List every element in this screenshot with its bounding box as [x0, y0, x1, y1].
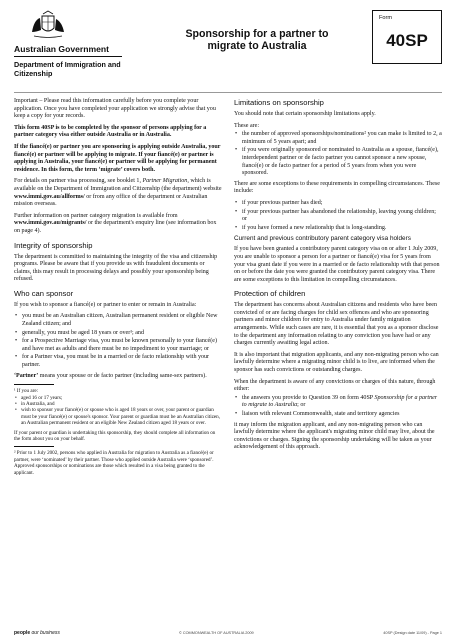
list-item: • aged 16 or 17 years;: [14, 395, 222, 401]
footnote-1-end: If your parent or guardian is undertaking this sponsorship, they should complete all information on the form about you on your behalf.: [14, 429, 216, 443]
form-header: [0, 0, 452, 90]
booklet-title: Partner Migration: [142, 178, 188, 185]
migrants-link[interactable]: www.immi.gov.au/migrants/: [14, 220, 87, 227]
limitations-heading: Limitations on sponsorship: [234, 98, 324, 107]
list-item: • liaison with relevant Commonwealth, state and territory agencies: [234, 411, 442, 419]
left-column: [14, 98, 222, 480]
integrity-text: The department is committed to maintaining the integrity of the visa and citizenship programs. Please be aware that if you provide us with fraudulent documents or claims, this may result in processing delays and possibly your sponsorship being refused.: [14, 253, 218, 283]
partner-definition: ‘Partner’ means your spouse or de facto partner (including same-sex partners).: [14, 372, 207, 379]
page-footer: [14, 628, 442, 638]
list-item: • generally, you must be aged 18 years or over¹; and: [14, 330, 222, 338]
protection-of-children-heading: Protection of children: [234, 289, 306, 299]
children-paragraph-4: it may inform the migration applicant, and any non-migrating person who can lawfully determine where the applicant's migrating minor child may live, about the convictions or charges. Signing the sponsorship undertaking will be taken as your acknowledgement of this approach.: [234, 421, 435, 451]
list-item: • if you were originally sponsored or nominated to Australia as a spouse, fiancé(e), interdependent partner or de facto partner you cannot sponsor a new spouse, fiancé(e) or de facto partner for a period of 5 years from when you were sponsored.: [234, 147, 442, 177]
form-purpose: This form 40SP is to be completed by the sponsor of persons applying for a partner category visa either outside Australia or in Australia.: [14, 124, 207, 139]
list-item: • the number of approved sponsorships/nominations² you can make is limited to 2, a minimum of 5 years apart; and: [234, 131, 442, 146]
list-item: • if your previous partner has died;: [234, 200, 442, 208]
coat-of-arms-icon: [28, 10, 68, 40]
exceptions-list: [234, 200, 442, 232]
copyright-notice: © COMMONWEALTH OF AUSTRALIA 2009: [179, 631, 254, 635]
children-paragraph-3: When the department is aware of any convictions or charges of this nature, through either:: [234, 378, 436, 393]
limitations-intro: You should note that certain sponsorship limitations apply.: [234, 111, 376, 117]
document-title: Sponsorship for a partner to migrate to Australia: [185, 28, 329, 52]
list-item: • if your previous partner has abandoned the relationship, leaving young children; or: [234, 209, 442, 224]
header-divider: [14, 56, 122, 57]
form-label: Form: [379, 15, 393, 21]
children-paragraph-2: It is also important that migration applicants, and any non-migrating person who can lawfully determine where a migrating minor child is to live, are informed when the sponsor has such convictions or outstanding charges.: [234, 351, 439, 374]
list-item: • wish to sponsor your fiancé(e) or spouse who is aged 18 years or over, your parent or guardian must be your fiancé(e) or spouse's sponsor. Your parent or guardian must be an Australian citizen, an Australian permanent resident or an eligible New Zealand citizen aged 18 years or over.: [14, 407, 222, 426]
right-column: [234, 98, 442, 456]
further-info-paragraph: Further information on partner category migration is available from www.immi.gov.au/migrants/ or the department's enquiry line (see information box on page 4).: [14, 212, 217, 234]
list-item: • if you have formed a new relationship that is long-standing.: [234, 225, 442, 233]
intro-paragraph: Important – Please read this information carefully before you complete your application. Once you have completed your application we strongly advise that you keep a copy for your records.: [14, 98, 216, 120]
form-number: 40SP: [386, 31, 428, 50]
exceptions-intro: There are some exceptions to these requirements in compelling circumstances. These include:: [234, 180, 440, 195]
department-name: Department of Immigration and Citizenship: [14, 60, 121, 78]
who-intro: If you wish to sponsor a fiancé(e) or partner to enter or remain in Australia:: [14, 301, 197, 308]
list-item: • you must be an Australian citizen, Australian permanent resident or eligible New Zealand citizen; and: [14, 313, 222, 328]
these-are: These are:: [234, 122, 260, 129]
eligibility-list: [14, 313, 222, 369]
footnotes: [14, 384, 222, 476]
details-paragraph: For details on partner visa processing, see booklet 1, Partner Migration, which is available on the Department of Immigration and Citizenship (the department) website www.immi.gov.au/allforms/ or from any office of the department or Australian mission overseas.: [14, 178, 222, 208]
footnote-2: ² Prior to 1 July 2002, persons who applied in Australia for migration to Australia as a fiancé(e) or partner, were ‘nominated’ by their partner. Those who applied outside Australia were ‘sponsored’. Approved sponsorships or nominations are those which resulted in a visa being granted to the applicant.: [14, 450, 214, 476]
footer-brand: people our business: [14, 630, 60, 636]
page-info: 40SP (Design date 11/09) - Page 1: [383, 631, 442, 635]
list-item: • for a Prospective Marriage visa, you must be known personally to your fiancé(e) and have met as adults and there must be no impediment to your marriage; or: [14, 338, 222, 353]
contributory-parent-heading: Current and previous contributory parent category visa holders: [234, 235, 411, 243]
integrity-heading: Integrity of sponsorship: [14, 240, 93, 250]
list-item: • the answers you provide to Question 39 on form 40SP Sponsorship for a partner to migrate to Australia; or: [234, 395, 442, 410]
children-paragraph-1: The department has concerns about Australian citizens and residents who have been convicted of or are facing charges for child sex offences and who are sponsoring partners and minor children for entry to Australia under family migration arrangements. While such cases are rare, it is essential that you as a sponsor disclose to the department any information relating to any conviction you have had or any charges currently awaiting legal action.: [234, 302, 439, 347]
who-can-sponsor-heading: Who can sponsor: [14, 288, 74, 298]
children-list: [234, 395, 442, 419]
footnote-1-intro: ¹ If you are:: [14, 388, 39, 395]
header-bottom-rule: [14, 92, 442, 93]
contributory-parent-text: If you have been granted a contributory parent category visa on or after 1 July 2009, you are unable to sponsor a person for a partner or fiancé(e) visa for 5 years from your visa grant date if you were in a married or de facto relationship with that person on or before the date you were granted the contributory parent category visa. There are some exceptions to this limitation in compelling circumstances.: [234, 246, 440, 283]
footnote-1-list: [14, 395, 222, 427]
form-number-box: [372, 10, 442, 64]
footnote-divider: [14, 446, 54, 447]
list-item: • for a Partner visa, you must be in a married or de facto relationship with your partner.: [14, 354, 222, 369]
footnote-divider: [14, 384, 54, 385]
government-name: Australian Government: [14, 44, 110, 54]
list-item: • in Australia, and: [14, 401, 222, 407]
migrate-definition: If the fiancé(e) or partner you are sponsoring is applying outside Australia, your fiancé(e) or partner will be applying to migrate. If your fiancé(e) or partner is applying in Australia, your fiancé(e) or partner will be applying for permanent residence. In this form, the term ‘migrate’ covers both.: [14, 143, 221, 173]
limitations-list: [234, 131, 442, 178]
allforms-link[interactable]: www.immi.gov.au/allforms/: [14, 193, 85, 200]
